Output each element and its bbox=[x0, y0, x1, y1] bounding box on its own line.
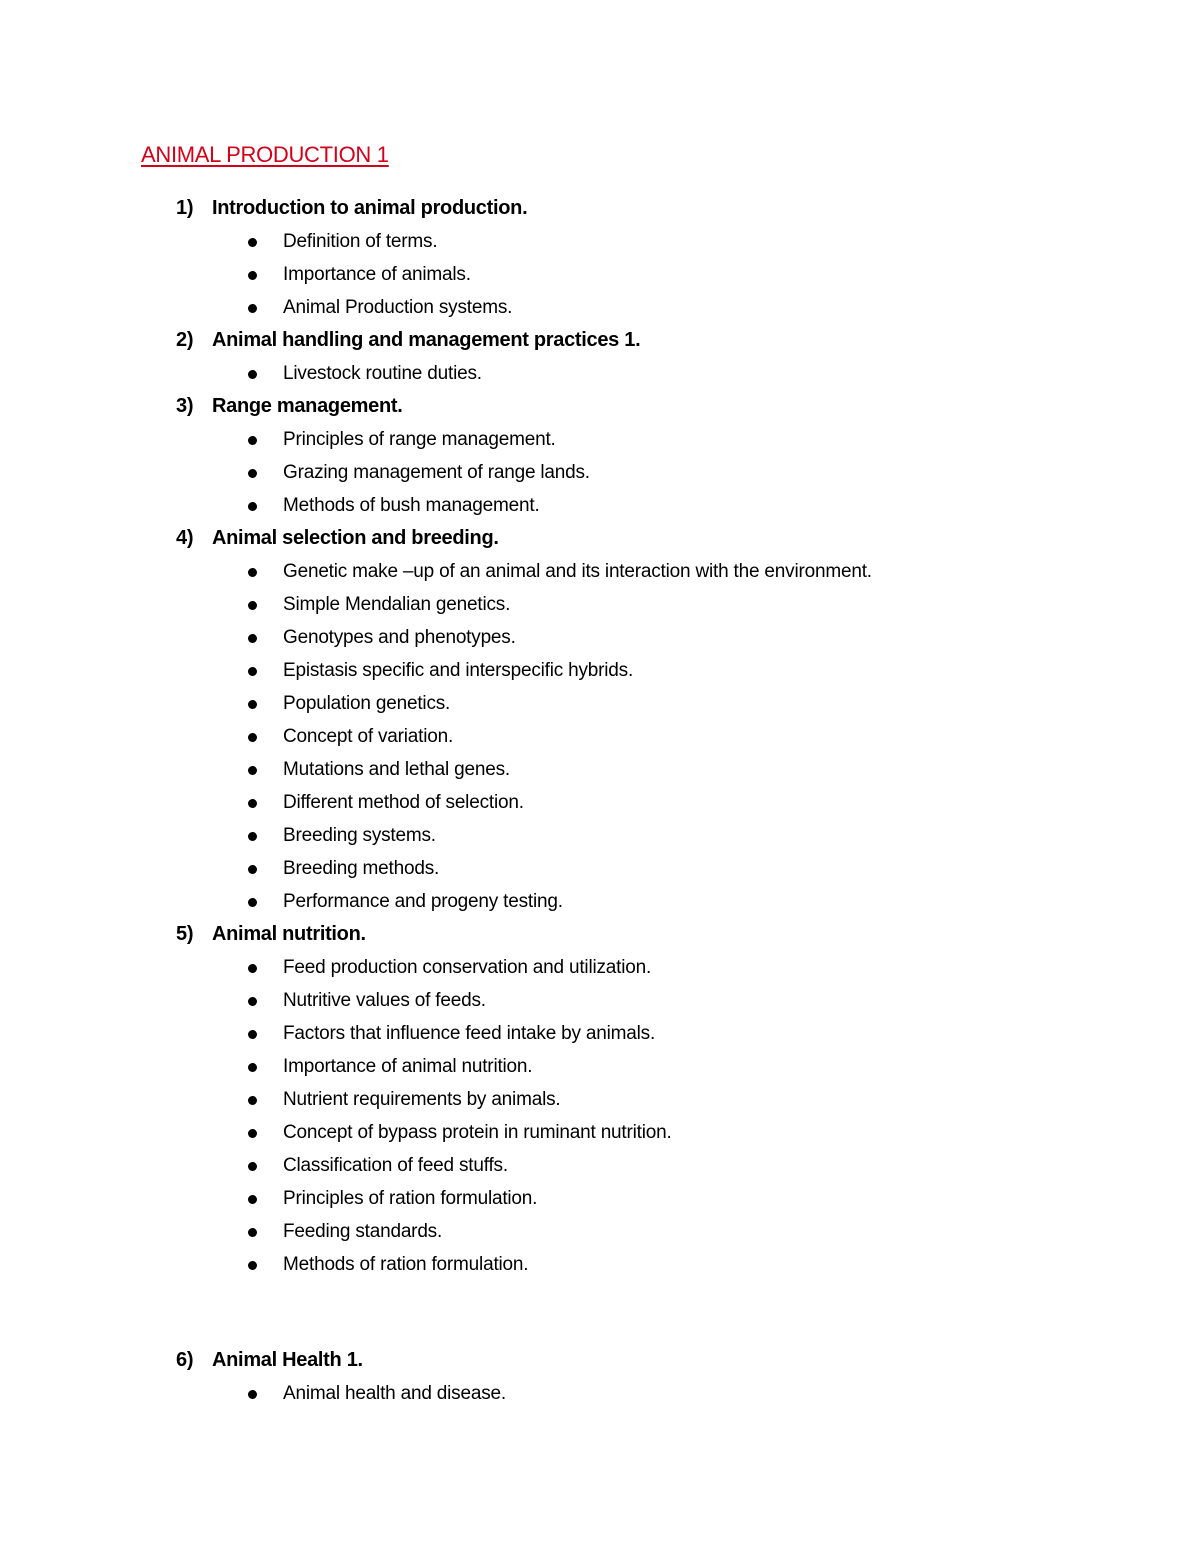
bullet-icon bbox=[248, 634, 257, 643]
list-item bbox=[0, 821, 1200, 854]
document-title: ANIMAL PRODUCTION 1 bbox=[141, 142, 389, 167]
section-number: 6) bbox=[176, 1349, 194, 1371]
bullet-icon bbox=[248, 766, 257, 775]
list-item-text: Population genetics. bbox=[283, 693, 451, 714]
bullet-icon bbox=[248, 1195, 257, 1204]
bullet-icon bbox=[248, 1129, 257, 1138]
list-item-text: Genotypes and phenotypes. bbox=[283, 627, 516, 648]
bullet-list bbox=[0, 227, 1200, 326]
list-item bbox=[0, 260, 1200, 293]
sections-list bbox=[0, 194, 1200, 1412]
list-item bbox=[0, 590, 1200, 623]
list-item-text: Concept of bypass protein in ruminant nutrition. bbox=[283, 1122, 672, 1143]
list-item bbox=[0, 887, 1200, 920]
bullet-list bbox=[0, 1379, 1200, 1412]
section-5 bbox=[0, 920, 1200, 1283]
bullet-icon bbox=[248, 964, 257, 973]
bullet-icon bbox=[248, 568, 257, 577]
bullet-icon bbox=[248, 1261, 257, 1270]
bullet-icon bbox=[248, 1063, 257, 1072]
list-item-text: Factors that influence feed intake by animals. bbox=[283, 1023, 656, 1044]
list-item-text: Importance of animal nutrition. bbox=[283, 1056, 533, 1077]
list-item bbox=[0, 491, 1200, 524]
list-item bbox=[0, 689, 1200, 722]
bullet-list bbox=[0, 953, 1200, 1283]
list-item-text: Principles of range management. bbox=[283, 429, 556, 450]
bullet-icon bbox=[248, 601, 257, 610]
section-4 bbox=[0, 524, 1200, 920]
list-item-text: Genetic make –up of an animal and its interaction with the environment. bbox=[283, 561, 872, 582]
list-item bbox=[0, 722, 1200, 755]
list-item-text: Methods of ration formulation. bbox=[283, 1254, 529, 1275]
list-item bbox=[0, 854, 1200, 887]
list-item-text: Feeding standards. bbox=[283, 1221, 443, 1242]
section-title: Animal handling and management practices 1. bbox=[212, 329, 641, 351]
list-item-text: Grazing management of range lands. bbox=[283, 462, 590, 483]
section-heading bbox=[0, 1346, 1200, 1379]
list-item-text: Mutations and lethal genes. bbox=[283, 759, 510, 780]
list-item bbox=[0, 986, 1200, 1019]
bullet-list bbox=[0, 425, 1200, 524]
list-item-text: Importance of animals. bbox=[283, 264, 471, 285]
list-item bbox=[0, 788, 1200, 821]
bullet-icon bbox=[248, 733, 257, 742]
list-item bbox=[0, 623, 1200, 656]
bullet-icon bbox=[248, 304, 257, 313]
list-item-text: Breeding systems. bbox=[283, 825, 436, 846]
section-heading bbox=[0, 392, 1200, 425]
list-item bbox=[0, 953, 1200, 986]
section-6 bbox=[0, 1346, 1200, 1412]
section-3 bbox=[0, 392, 1200, 524]
bullet-icon bbox=[248, 1030, 257, 1039]
list-item bbox=[0, 1184, 1200, 1217]
bullet-icon bbox=[248, 1390, 257, 1399]
list-item-text: Feed production conservation and utilization. bbox=[283, 957, 652, 978]
bullet-list bbox=[0, 557, 1200, 920]
section-heading bbox=[0, 194, 1200, 227]
list-item-text: Simple Mendalian genetics. bbox=[283, 594, 511, 615]
bullet-icon bbox=[248, 1096, 257, 1105]
section-heading bbox=[0, 326, 1200, 359]
bullet-icon bbox=[248, 271, 257, 280]
list-item bbox=[0, 1250, 1200, 1283]
list-item-text: Principles of ration formulation. bbox=[283, 1188, 538, 1209]
section-number: 1) bbox=[176, 197, 194, 219]
bullet-icon bbox=[248, 799, 257, 808]
list-item bbox=[0, 425, 1200, 458]
list-item-text: Livestock routine duties. bbox=[283, 363, 482, 384]
list-item-text: Classification of feed stuffs. bbox=[283, 1155, 508, 1176]
list-item bbox=[0, 293, 1200, 326]
list-item bbox=[0, 1118, 1200, 1151]
bullet-list bbox=[0, 359, 1200, 392]
list-item-text: Nutritive values of feeds. bbox=[283, 990, 486, 1011]
bullet-icon bbox=[248, 997, 257, 1006]
bullet-icon bbox=[248, 469, 257, 478]
list-item-text: Concept of variation. bbox=[283, 726, 454, 747]
section-heading bbox=[0, 524, 1200, 557]
list-item bbox=[0, 656, 1200, 689]
bullet-icon bbox=[248, 238, 257, 247]
blank-space bbox=[0, 1283, 1200, 1346]
list-item bbox=[0, 755, 1200, 788]
list-item-text: Epistasis specific and interspecific hybrids. bbox=[283, 660, 634, 681]
list-item bbox=[0, 458, 1200, 491]
bullet-icon bbox=[248, 1228, 257, 1237]
list-item-text: Different method of selection. bbox=[283, 792, 524, 813]
list-item-text: Nutrient requirements by animals. bbox=[283, 1089, 561, 1110]
list-item-text: Methods of bush management. bbox=[283, 495, 540, 516]
bullet-icon bbox=[248, 370, 257, 379]
bullet-icon bbox=[248, 1162, 257, 1171]
bullet-icon bbox=[248, 436, 257, 445]
section-2 bbox=[0, 326, 1200, 392]
section-heading bbox=[0, 920, 1200, 953]
section-title: Animal nutrition. bbox=[212, 923, 366, 945]
section-1 bbox=[0, 194, 1200, 326]
list-item bbox=[0, 1085, 1200, 1118]
section-title: Animal Health 1. bbox=[212, 1349, 363, 1371]
bullet-icon bbox=[248, 898, 257, 907]
section-title: Range management. bbox=[212, 395, 403, 417]
bullet-icon bbox=[248, 865, 257, 874]
list-item bbox=[0, 1052, 1200, 1085]
list-item-text: Breeding methods. bbox=[283, 858, 440, 879]
bullet-icon bbox=[248, 700, 257, 709]
section-title: Animal selection and breeding. bbox=[212, 527, 499, 549]
list-item bbox=[0, 1379, 1200, 1412]
list-item bbox=[0, 557, 1200, 590]
section-title: Introduction to animal production. bbox=[212, 197, 528, 219]
list-item bbox=[0, 359, 1200, 392]
list-item bbox=[0, 1151, 1200, 1184]
section-number: 2) bbox=[176, 329, 194, 351]
list-item-text: Animal health and disease. bbox=[283, 1383, 506, 1404]
list-item bbox=[0, 1019, 1200, 1052]
bullet-icon bbox=[248, 667, 257, 676]
bullet-icon bbox=[248, 832, 257, 841]
section-number: 3) bbox=[176, 395, 194, 417]
list-item-text: Definition of terms. bbox=[283, 231, 438, 252]
list-item-text: Performance and progeny testing. bbox=[283, 891, 563, 912]
section-number: 4) bbox=[176, 527, 194, 549]
list-item-text: Animal Production systems. bbox=[283, 297, 513, 318]
list-item bbox=[0, 1217, 1200, 1250]
bullet-icon bbox=[248, 502, 257, 511]
section-number: 5) bbox=[176, 923, 194, 945]
list-item bbox=[0, 227, 1200, 260]
